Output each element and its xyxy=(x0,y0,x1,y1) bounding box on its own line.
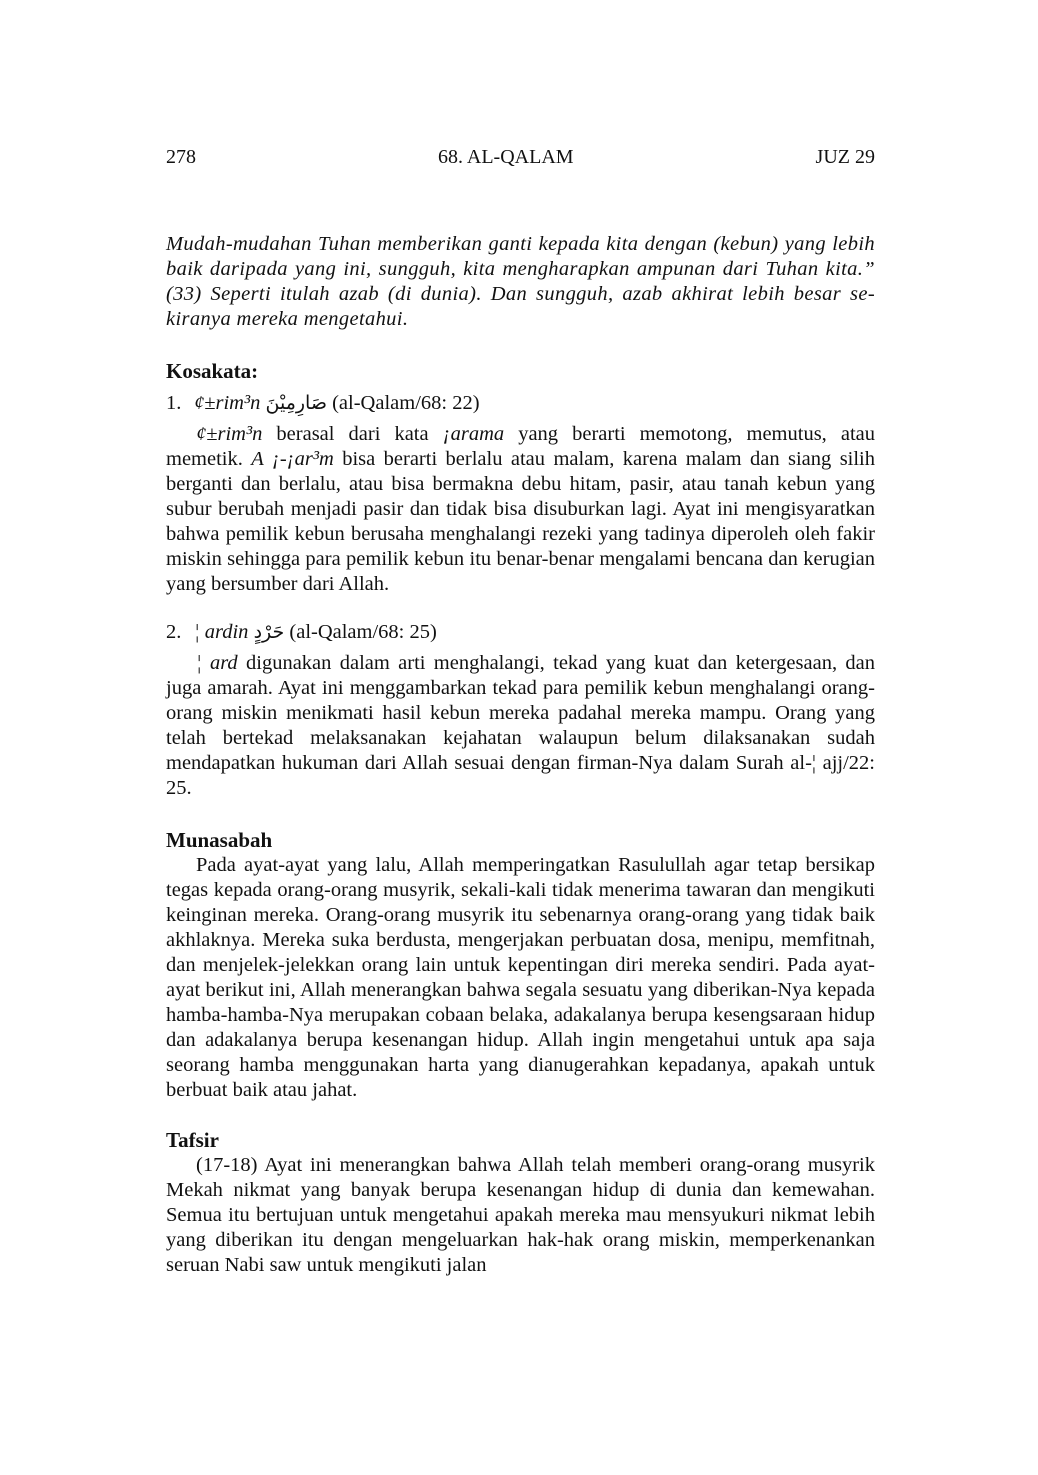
munasabah-text: Pada ayat-ayat yang lalu, Allah memperingatkan Rasulullah agar tetap bersikap tegas kepada orang-orang musyrik, sekali-kali tidak menerima tawaran dan mengikuti keinginan mereka. Orang-orang musyrik itu sebenarnya orang-orang yang tidak baik akhlaknya. Mereka suka berdusta, mengerjakan perbuatan dosa, menipu, memfitnah, dan menjelek-jelekkan orang lain untuk kepentingan diri mereka sendiri. Pada ayat-ayat berikut ini, Allah menerangkan bahwa segala sesuatu yang diberikan-Nya kepada hamba-hamba-Nya merupakan cobaan belaka, adakalanya berupa kesengsaraan hidup dan adakalanya berupa kesenangan hidup. Allah ingin mengetahui untuk apa saja seorang hamba menggunakan harta yang dianugerahkan kepadanya, apakah untuk berbuat baik atau jahat. xyxy=(166,854,875,1101)
vocab-number: 1. xyxy=(166,392,182,414)
vocab-term-inline: ¦ ard xyxy=(196,652,238,674)
arabic-word: حَرْدٍ xyxy=(253,621,285,643)
vocab-reference: (al-Qalam/68: 25) xyxy=(289,621,437,643)
page xyxy=(166,140,875,1278)
running-header xyxy=(166,140,875,174)
tafsir-heading: Tafsir xyxy=(166,1128,219,1152)
munasabah-heading: Munasabah xyxy=(166,828,273,852)
arabic-word: صَارِمِيْنَ xyxy=(265,392,327,414)
vocab-text: digunakan dalam arti menghalangi, tekad yang kuat dan ketergesaan, dan juga amarah. Ayat ini menggambarkan tekad para pemilik kebun menghalangi orang-orang miskin menikmati hasil kebun mereka padahal mereka mampu. Orang yang telah bertekad melaksanakan kejahatan walaupun belum dilaksanakan sudah mendapatkan hukuman dari Allah sesuai dengan firman-Nya dalam Surah al-¦ ajj/22: 25. xyxy=(166,652,875,799)
vocab-term-inline: A ¡-¡ar³m xyxy=(251,448,334,470)
juz-label: JUZ 29 xyxy=(815,146,875,168)
vocab-term-inline: ¡arama xyxy=(442,423,505,445)
vocab-text: berasal dari kata xyxy=(262,423,443,445)
vocab-number: 2. xyxy=(166,621,182,643)
vocab-entry-2 xyxy=(166,617,875,647)
kosakata-heading: Kosakata: xyxy=(166,359,259,383)
vocab-explanation-1 xyxy=(166,422,875,597)
vocab-explanation-2 xyxy=(166,651,875,801)
vocab-reference: (al-Qalam/68: 22) xyxy=(332,392,480,414)
vocab-text: bisa berarti berlalu atau malam, karena malam dan siang silih berganti dan berlalu, atau bisa bermakna debu hitam, pasir, atau tanah kebun yang subur berubah menjadi pasir dan tidak bisa disuburkan lagi. Ayat ini mengisyaratkan bahwa pemilik kebun berusaha menghalangi rezeki yang tadinya diperoleh oleh fakir miskin sehingga para pemilik kebun itu benar-benar mengalami bencana dan kerugian yang bersumber dari Allah. xyxy=(166,448,876,595)
vocab-term-inline: ¢±rim³n xyxy=(196,423,263,445)
chapter-title: 68. AL-QALAM xyxy=(438,146,574,168)
vocab-term: ¦ ardin xyxy=(194,621,249,643)
vocab-term: ¢±rim³n xyxy=(194,392,261,414)
translation-text: Mudah-mudahan Tuhan memberikan ganti kepada kita dengan (kebun) yang lebih baik daripada yang ini, sungguh, kita mengharapkan ampunan dari Tuhan kita.” (33) Seperti itulah azab (di dunia). Dan sungguh, azab akhirat lebih besar se-kiranya mereka mengetahui. xyxy=(166,233,875,330)
tafsir-text: (17-18) Ayat ini menerangkan bahwa Allah telah memberi orang-orang musyrik Mekah nikmat yang banyak berupa kesenangan hidup di dunia dan kemewahan. Semua itu bertujuan untuk mengetahui apakah mereka mau mensyukuri nikmat lebih yang diberikan itu dengan mengeluarkan hak-hak orang miskin, memperkenankan seruan Nabi saw untuk mengikuti jalan xyxy=(166,1154,875,1276)
page-number: 278 xyxy=(166,146,196,168)
vocab-text: yang berarti memotong, memutus, atau memetik. xyxy=(166,423,875,470)
vocab-entry-1 xyxy=(166,388,875,418)
